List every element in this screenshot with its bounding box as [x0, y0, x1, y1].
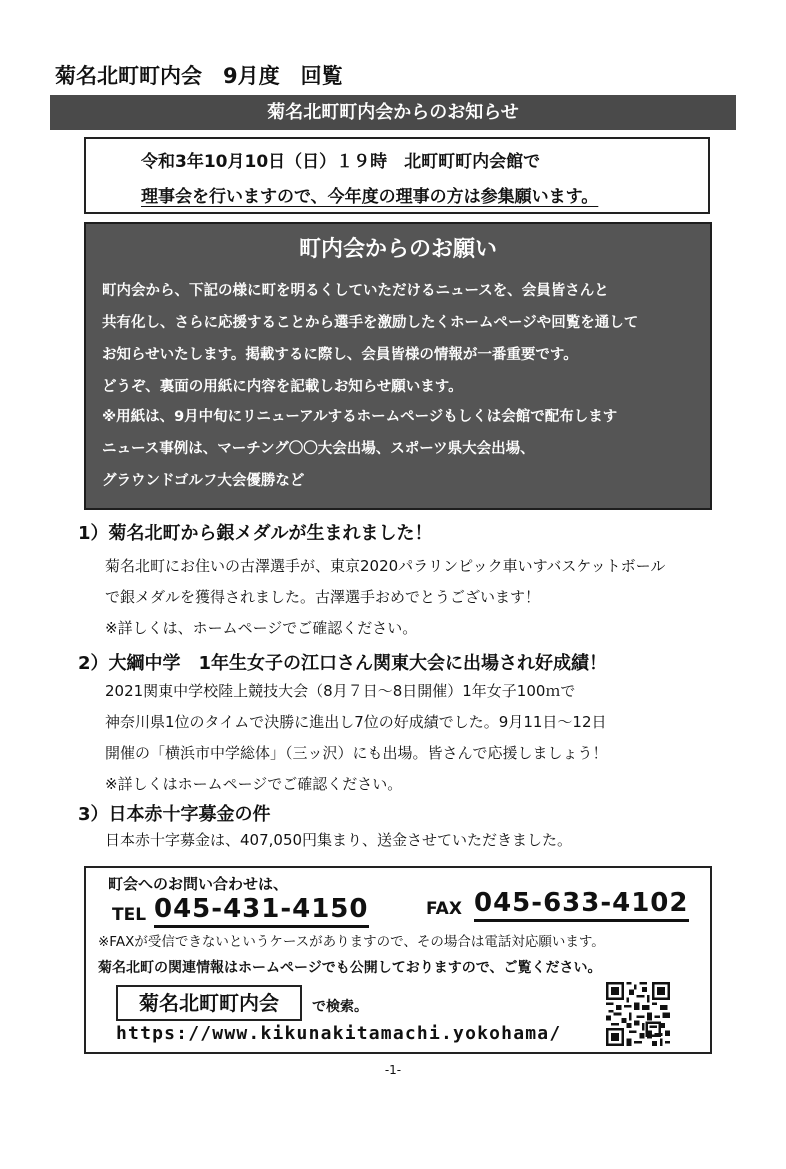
section-text: で銀メダルを獲得されました。古澤選手おめでとうございます！ [105, 588, 541, 606]
tel-label: TEL [112, 905, 147, 925]
search-name-box: 菊名北町町内会 [116, 985, 302, 1021]
page-title: 菊名北町町内会 9月度 回覧 [55, 64, 343, 88]
fax-note: ※FAXが受信できないというケースがありますので、その場合は電話対応願います。 [98, 934, 605, 950]
section-text: 2021関東中学校陸上競技大会（8月７日～8日開催）1年女子100ｍで [105, 682, 576, 700]
section-text: 開催の「横浜市中学総体」（三ッ沢）にも出場。皆さんで応援しましょう！ [105, 744, 608, 762]
fax-label: FAX [426, 899, 462, 919]
section-heading: 1）菊名北町から銀メダルが生まれました！ [78, 523, 433, 544]
section-text: 日本赤十字募金は、407,050円集まり、送金させていただきました。 [105, 831, 573, 849]
web-note: 菊名北町の関連情報はホームページでも公開しておりますので、ご覧ください。 [98, 960, 602, 976]
section-heading: 2）大綱中学 1年生女子の江口さん関東大会に出場され好成績！ [78, 653, 608, 674]
contact-intro: 町会へのお問い合わせは、 [108, 875, 289, 893]
request-line: グラウンドゴルフ大会優勝など [102, 473, 305, 489]
request-line: ニュース事例は、マーチング〇〇大会出場、スポーツ県大会出場、 [102, 441, 535, 457]
request-line: 共有化し、さらに応援することから選手を激励したくホームページや回覧を通して [102, 315, 639, 331]
qr-code[interactable] [606, 982, 670, 1046]
page-number: -1- [384, 1063, 402, 1077]
request-box [84, 222, 712, 510]
request-line: お知らせいたします。掲載するに際し、会員皆様の情報が一番重要です。 [102, 347, 578, 363]
tel-number-text[interactable]: 045-431-4150 [154, 894, 369, 928]
request-line: ※用紙は、9月中旬にリニューアルするホームページもしくは会館で配布します [102, 409, 618, 425]
section-heading: 3）日本赤十字募金の件 [78, 804, 271, 825]
tel-number[interactable] [154, 894, 369, 924]
notice-banner: 菊名北町町内会からのお知らせ [50, 95, 736, 130]
request-line: どうぞ、裏面の用紙に内容を記載しお知らせ願います。 [102, 379, 463, 395]
meeting-line-1: 令和3年10月10日（日）１９時 北町町町内会館で [141, 152, 541, 172]
fax-number[interactable] [474, 888, 689, 918]
search-suffix: で検索。 [312, 999, 368, 1015]
request-heading: 町内会からのお願い [298, 237, 497, 262]
section-text: ※詳しくは、ホームページでご確認ください。 [105, 619, 418, 637]
section-text: ※詳しくはホームページでご確認ください。 [105, 775, 403, 793]
website-url[interactable]: https://www.kikunakitamachi.yokohama/ [116, 1023, 562, 1044]
contact-box [84, 866, 712, 1054]
section-text: 神奈川県1位のタイムで決勝に進出し7位の好成績でした。9月11日～12日 [105, 713, 607, 731]
meeting-notice-box [84, 137, 710, 214]
request-line: 町内会から、下記の様に町を明るくしていただけるニュースを、会員皆さんと [102, 283, 609, 299]
fax-number-text[interactable]: 045-633-4102 [474, 888, 689, 922]
section-text: 菊名北町にお住いの古澤選手が、東京2020パラリンピック車いすバスケットボール [105, 557, 666, 575]
meeting-line-2: 理事会を行いますので、今年度の理事の方は参集願います。 [141, 187, 599, 207]
